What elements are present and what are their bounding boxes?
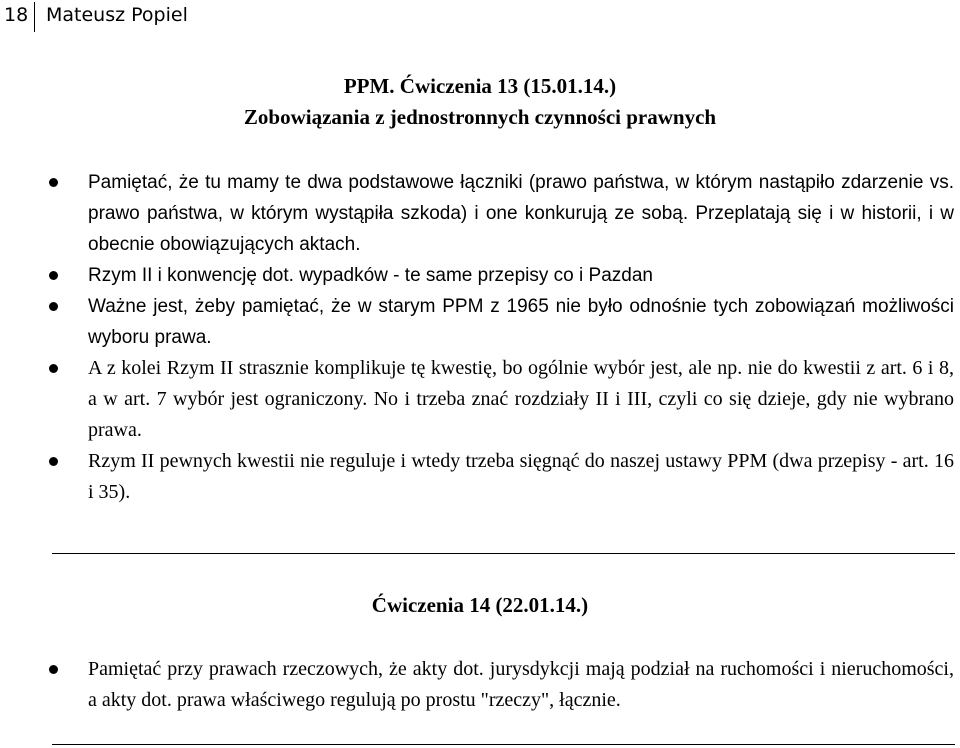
list-item-text: Pamiętać, że tu mamy te dwa podstawowe łączniki (prawo państwa, w którym nastąpiło zdarzenie vs. prawo państwa, w którym wystąpiła szkoda) i one konkurują ze sobą. Przeplatają się i w historii, i w obecnie obowiązujących aktach. — [88, 172, 954, 255]
page-number: 18 — [4, 4, 29, 26]
list-item-text: Ważne jest, żeby pamiętać, że w starym PPM z 1965 nie było odnośnie tych zobowiązań możliwości wyboru prawa. — [88, 296, 954, 348]
list-item — [0, 446, 960, 508]
bullet-icon — [49, 457, 58, 466]
section-divider — [52, 553, 955, 554]
bottom-divider — [52, 744, 955, 745]
bullet-icon — [49, 178, 58, 187]
list-item-text: A z kolei Rzym II strasznie komplikuje tę kwestię, bo ogólnie wybór jest, ale np. nie do kwestii z art. 6 i 8, a w art. 7 wybór jest ograniczony. No i trzeba znać rozdziały II i III, czyli co się dzieje, gdy nie wybrano prawa. — [88, 357, 954, 441]
section-1-subtitle: Zobowiązania z jednostronnych czynności prawnych — [243, 105, 717, 129]
list-item — [0, 291, 960, 353]
bullet-icon — [49, 271, 58, 280]
list-item — [0, 353, 960, 446]
bullet-icon — [49, 665, 58, 674]
section-1-list — [0, 167, 960, 508]
bullet-icon — [49, 364, 58, 373]
section-1-title: PPM. Ćwiczenia 13 (15.01.14.) — [343, 74, 617, 98]
list-item — [0, 167, 960, 260]
bullet-icon — [49, 302, 58, 311]
author-name: Mateusz Popiel — [46, 4, 188, 26]
list-item — [0, 260, 960, 291]
header-divider — [34, 2, 35, 32]
page-header — [0, 0, 300, 34]
section-2-list — [0, 654, 960, 716]
list-item-text: Rzym II i konwencję dot. wypadków - te same przepisy co i Pazdan — [88, 265, 653, 286]
section-2-title: Ćwiczenia 14 (22.01.14.) — [371, 593, 589, 617]
list-item-text: Rzym II pewnych kwestii nie reguluje i wtedy trzeba sięgnąć do naszej ustawy PPM (dwa przepisy - art. 16 i 35). — [88, 450, 954, 503]
list-item — [0, 654, 960, 716]
list-item-text: Pamiętać przy prawach rzeczowych, że akty dot. jurysdykcji mają podział na ruchomości i nieruchomości, a akty dot. prawa właściwego regulują po prostu "rzeczy", łącznie. — [88, 658, 954, 711]
